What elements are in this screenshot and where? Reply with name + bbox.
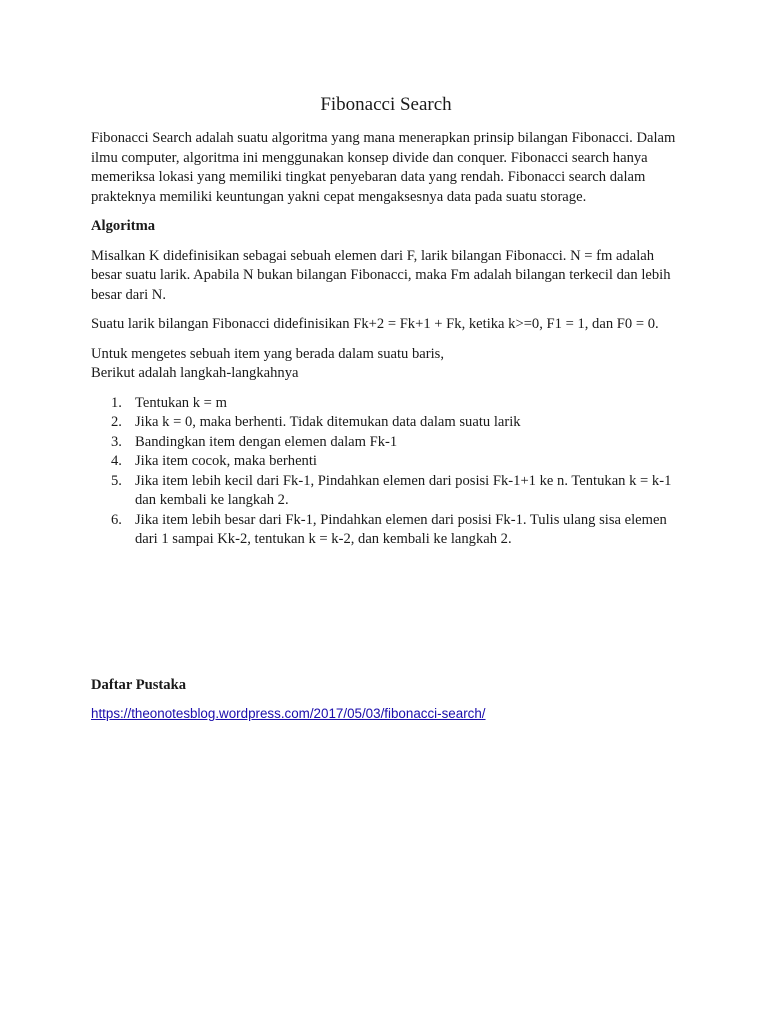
references-section <box>91 676 681 723</box>
list-item-text: Jika item lebih besar dari Fk-1, Pindahkan elemen dari posisi Fk-1. Tulis ulang sisa elemen dari 1 sampai Kk-2, tentukan k = k-2, dan kembali ke langkah 2. <box>135 511 667 547</box>
definition-paragraph: Misalkan K didefinisikan sebagai sebuah elemen dari F, larik bilangan Fibonacci. N = fm adalah besar suatu larik. Apabila N bukan bilangan Fibonacci, maka Fm adalah bilangan terkecil dan lebih besar dari N. <box>91 247 671 303</box>
steps-list <box>91 394 681 550</box>
intro-paragraph: Fibonacci Search adalah suatu algoritma yang mana menerapkan prinsip bilangan Fibonacci. Dalam ilmu computer, algoritma ini menggunakan konsep divide dan conquer. Fibonacci search hanya memeriksa lokasi yang memiliki tingkat penyebaran data yang rendah. Fibonacci search dalam prakteknya memiliki keuntungan yakni cepat mengaksesnya data pada suatu storage. <box>91 130 676 205</box>
list-item-number: 1. <box>111 394 122 411</box>
list-item-text: Tentukan k = m <box>135 394 227 411</box>
list-item-text: Jika item lebih kecil dari Fk-1, Pindahkan elemen dari posisi Fk-1+1 ke n. Tentukan k = k-1 dan kembali ke langkah 2. <box>135 472 672 508</box>
list-item-number: 6. <box>111 511 122 528</box>
references-heading: Daftar Pustaka <box>91 677 186 693</box>
list-item <box>91 413 681 433</box>
list-item <box>91 511 681 550</box>
list-item <box>91 472 681 511</box>
steps-intro-line-2: Berikut adalah langkah-langkahnya <box>91 365 299 381</box>
list-item-text: Bandingkan item dengan elemen dalam Fk-1 <box>135 433 398 450</box>
list-item <box>91 452 681 472</box>
steps-intro-paragraph <box>91 345 681 384</box>
steps-intro-line-1: Untuk mengetes sebuah item yang berada dalam suatu baris, <box>91 345 444 362</box>
list-item-text: Jika item cocok, maka berhenti <box>135 453 317 469</box>
list-item-number: 2. <box>111 414 122 430</box>
recurrence-paragraph: Suatu larik bilangan Fibonacci didefinisikan Fk+2 = Fk+1 + Fk, ketika k>=0, F1 = 1, dan F0 = 0. <box>91 316 659 332</box>
list-item-text: Jika k = 0, maka berhenti. Tidak ditemukan data dalam suatu larik <box>135 414 521 430</box>
document-body <box>91 90 681 550</box>
document-title: Fibonacci Search <box>320 94 452 115</box>
reference-link[interactable]: https://theonotesblog.wordpress.com/2017/05/03/fibonacci-search/ <box>91 705 486 721</box>
list-item <box>91 394 681 414</box>
list-item <box>91 433 681 453</box>
algorithm-heading: Algoritma <box>91 218 156 234</box>
list-item-number: 5. <box>111 472 122 489</box>
list-item-number: 4. <box>111 453 122 469</box>
list-item-number: 3. <box>111 433 122 450</box>
